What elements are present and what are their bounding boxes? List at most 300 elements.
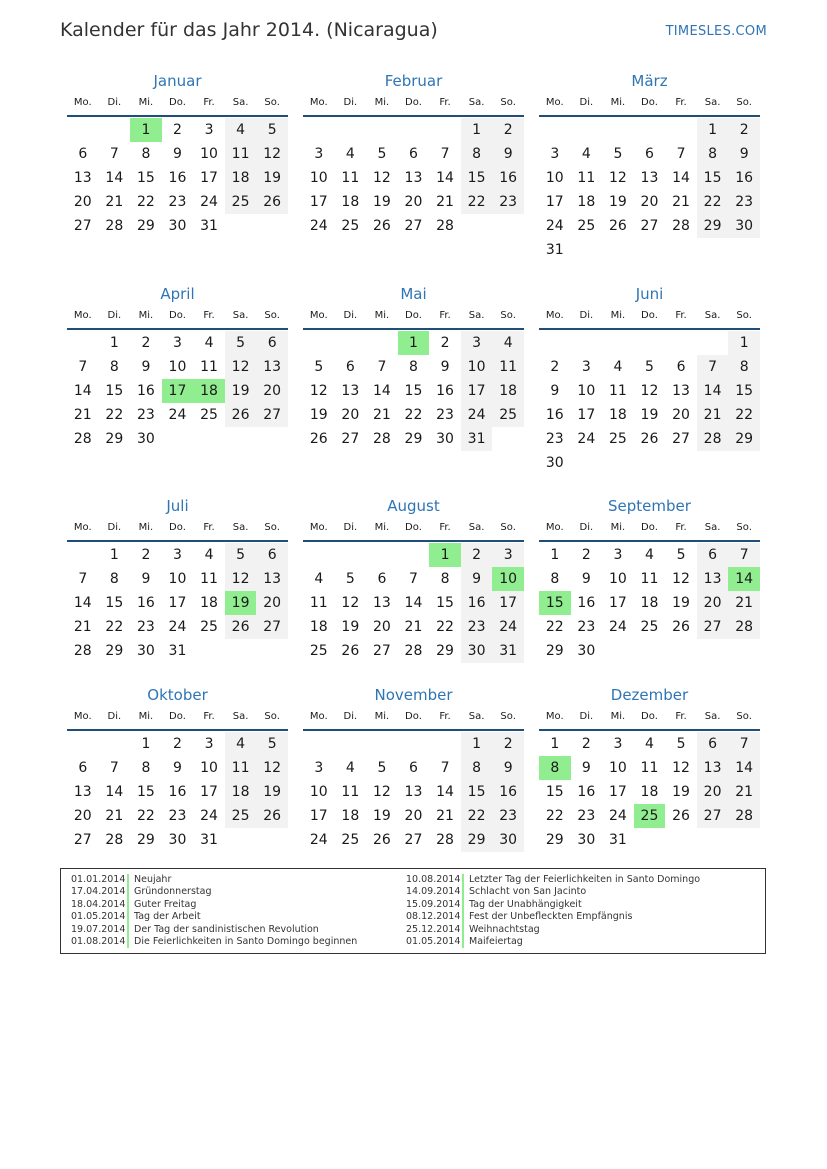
- day-cell: 18: [309, 619, 328, 635]
- day-cell: 14: [672, 170, 690, 186]
- day-cell: 6: [697, 732, 729, 756]
- weekday-label: Sa.: [468, 97, 485, 108]
- legend-date: 08.12.2014: [406, 911, 464, 923]
- day-cell: 27: [73, 218, 92, 234]
- day-cell: 7: [676, 146, 686, 162]
- day-cell: 15: [105, 383, 124, 399]
- day-cell: 7: [409, 571, 418, 587]
- day-cell: 22: [404, 407, 423, 423]
- day-cell: 11: [225, 142, 257, 166]
- day-cell: 1: [109, 335, 119, 351]
- month-name: Februar: [384, 72, 443, 90]
- weekday-header: [67, 304, 288, 330]
- day-cell: 8: [440, 571, 450, 587]
- empty-day-cell: [303, 331, 335, 355]
- month-märz: [539, 71, 760, 262]
- day-cell: 22: [697, 190, 729, 214]
- day-cell: 5: [314, 359, 324, 375]
- legend-holiday-name: Neujahr: [134, 874, 172, 885]
- empty-day-cell: [398, 118, 430, 142]
- month-name: März: [631, 72, 668, 90]
- month-september: [539, 496, 760, 663]
- day-cell: 2: [173, 122, 182, 138]
- day-cell: 4: [645, 736, 654, 752]
- weekday-label: Mo.: [309, 711, 328, 722]
- day-cell: 5: [256, 118, 288, 142]
- weekday-label: Fr.: [439, 522, 451, 533]
- day-cell: 5: [225, 543, 257, 567]
- legend-row: [71, 886, 357, 898]
- day-cell: 5: [645, 359, 654, 375]
- day-cell: 20: [404, 194, 423, 210]
- day-cell: 12: [372, 784, 391, 800]
- weekday-label: Do.: [169, 711, 186, 722]
- day-cell: 26: [256, 804, 288, 828]
- legend-holiday-name: Gründonnerstag: [134, 886, 212, 898]
- weekday-label: So.: [736, 711, 752, 722]
- day-cell: 22: [105, 407, 124, 423]
- day-cell: 5: [256, 732, 288, 756]
- day-cell: 25: [341, 218, 360, 234]
- holiday-day-cell: 17: [162, 379, 194, 403]
- day-cell: 18: [640, 784, 659, 800]
- legend-holiday-name: Letzter Tag der Feierlichkeiten in Santo Domingo: [469, 874, 701, 885]
- day-cell: 16: [461, 591, 493, 615]
- day-cell: 10: [461, 355, 493, 379]
- weekday-header: [539, 516, 760, 542]
- day-cell: 28: [697, 427, 729, 451]
- day-cell: 20: [73, 194, 92, 210]
- day-grid: [67, 731, 288, 852]
- legend-holiday-name: Weihnachtstag: [469, 923, 540, 935]
- day-cell: 16: [545, 407, 564, 423]
- day-cell: 11: [341, 784, 360, 800]
- day-cell: 20: [697, 591, 729, 615]
- legend-holiday-name: Maifeiertag: [469, 935, 523, 947]
- day-cell: 20: [640, 194, 659, 210]
- day-cell: 15: [545, 784, 564, 800]
- day-cell: 13: [404, 784, 423, 800]
- weekday-label: Sa.: [468, 711, 485, 722]
- legend-date: 17.04.2014: [71, 886, 129, 898]
- legend-holiday-name: Der Tag der sandinistischen Revolution: [134, 923, 319, 935]
- day-cell: 2: [440, 335, 450, 351]
- day-cell: 3: [173, 335, 182, 351]
- legend-row: [406, 924, 700, 936]
- day-cell: 30: [461, 639, 493, 663]
- day-cell: 19: [341, 619, 360, 635]
- weekday-label: Mo.: [309, 97, 328, 108]
- day-grid: [539, 117, 760, 262]
- empty-day-cell: [67, 732, 99, 756]
- month-mai: [303, 284, 524, 451]
- day-cell: 15: [461, 166, 493, 190]
- day-cell: 23: [436, 407, 454, 423]
- day-cell: 4: [613, 359, 623, 375]
- empty-day-cell: [67, 118, 99, 142]
- day-cell: 10: [608, 760, 627, 776]
- day-cell: 23: [577, 808, 596, 824]
- day-cell: 9: [461, 567, 493, 591]
- day-cell: 21: [105, 194, 124, 210]
- empty-day-cell: [303, 118, 335, 142]
- day-cell: 7: [78, 359, 88, 375]
- day-cell: 17: [200, 170, 218, 186]
- day-cell: 27: [404, 832, 423, 848]
- empty-day-cell: [398, 732, 430, 756]
- day-cell: 4: [345, 146, 355, 162]
- day-cell: 1: [697, 118, 729, 142]
- day-cell: 15: [136, 170, 155, 186]
- empty-day-cell: [634, 331, 666, 355]
- day-cell: 11: [200, 571, 218, 587]
- day-cell: 29: [545, 643, 564, 659]
- day-cell: 9: [173, 760, 182, 776]
- day-cell: 25: [225, 804, 257, 828]
- empty-day-cell: [697, 331, 729, 355]
- day-cell: 25: [492, 403, 524, 427]
- weekday-label: Fr.: [439, 310, 451, 321]
- day-cell: 11: [640, 571, 659, 587]
- day-cell: 1: [109, 547, 119, 563]
- day-cell: 12: [225, 355, 257, 379]
- day-cell: 16: [577, 595, 596, 611]
- day-cell: 7: [377, 359, 387, 375]
- weekday-label: Sa.: [468, 310, 485, 321]
- empty-day-cell: [602, 331, 634, 355]
- day-cell: 26: [672, 808, 690, 824]
- weekday-header: [539, 91, 760, 117]
- weekday-label: Mi.: [374, 711, 390, 722]
- day-cell: 28: [105, 832, 124, 848]
- weekday-label: Sa.: [232, 522, 249, 533]
- day-cell: 15: [105, 595, 124, 611]
- day-cell: 16: [728, 166, 760, 190]
- month-name: Juni: [635, 285, 664, 303]
- day-cell: 11: [309, 595, 328, 611]
- day-cell: 8: [550, 571, 560, 587]
- legend-row: [71, 874, 357, 886]
- legend-holiday-name: Guter Freitag: [134, 898, 197, 910]
- weekday-label: Mi.: [374, 310, 390, 321]
- day-cell: 2: [461, 543, 493, 567]
- weekday-label: Mo.: [545, 310, 564, 321]
- day-cell: 9: [550, 383, 560, 399]
- day-cell: 26: [225, 403, 257, 427]
- day-cell: 9: [141, 571, 151, 587]
- holiday-day-cell: 15: [539, 591, 571, 615]
- empty-day-cell: [67, 331, 99, 355]
- day-cell: 9: [581, 571, 591, 587]
- weekday-label: Di.: [107, 97, 122, 108]
- weekday-label: Mi.: [138, 522, 154, 533]
- weekday-label: So.: [500, 97, 516, 108]
- holiday-day-cell: 1: [130, 118, 162, 142]
- day-cell: 22: [461, 804, 493, 828]
- weekday-label: So.: [736, 310, 752, 321]
- month-name: Januar: [153, 72, 202, 90]
- day-cell: 11: [492, 355, 524, 379]
- day-cell: 9: [492, 142, 524, 166]
- day-cell: 28: [672, 218, 690, 234]
- day-grid: [539, 330, 760, 475]
- day-cell: 16: [136, 383, 155, 399]
- month-oktober: [67, 685, 288, 852]
- legend-holiday-name: Fest der Unbefleckten Empfängnis: [469, 911, 633, 923]
- day-cell: 24: [200, 808, 218, 824]
- month-name: September: [608, 497, 691, 515]
- empty-day-cell: [665, 118, 697, 142]
- weekday-label: So.: [264, 310, 280, 321]
- day-cell: 8: [697, 142, 729, 166]
- day-cell: 19: [672, 595, 690, 611]
- day-cell: 6: [345, 359, 355, 375]
- day-cell: 13: [697, 567, 729, 591]
- weekday-label: Mi.: [610, 310, 626, 321]
- day-cell: 10: [200, 146, 218, 162]
- weekday-label: Di.: [579, 522, 594, 533]
- day-cell: 10: [577, 383, 596, 399]
- day-cell: 29: [404, 431, 423, 447]
- day-cell: 14: [105, 784, 124, 800]
- weekday-label: Mo.: [545, 711, 564, 722]
- day-cell: 21: [73, 407, 92, 423]
- day-cell: 25: [225, 190, 257, 214]
- day-cell: 14: [105, 170, 124, 186]
- weekday-label: Mi.: [138, 711, 154, 722]
- day-cell: 24: [545, 218, 564, 234]
- day-cell: 31: [608, 832, 627, 848]
- holiday-day-cell: 25: [634, 804, 666, 828]
- day-cell: 3: [613, 736, 623, 752]
- day-cell: 5: [377, 146, 387, 162]
- day-cell: 13: [73, 784, 92, 800]
- weekday-label: Di.: [343, 522, 358, 533]
- month-januar: [67, 71, 288, 238]
- day-cell: 3: [173, 547, 182, 563]
- day-cell: 26: [372, 832, 391, 848]
- day-cell: 30: [168, 218, 187, 234]
- weekday-label: Di.: [579, 711, 594, 722]
- day-cell: 18: [608, 407, 627, 423]
- day-cell: 13: [672, 383, 690, 399]
- day-cell: 26: [225, 615, 257, 639]
- day-cell: 13: [697, 756, 729, 780]
- weekday-label: So.: [736, 522, 752, 533]
- day-cell: 16: [136, 595, 155, 611]
- weekday-label: Di.: [579, 310, 594, 321]
- day-cell: 12: [672, 760, 690, 776]
- day-cell: 12: [256, 142, 288, 166]
- day-cell: 21: [697, 403, 729, 427]
- month-name: November: [374, 686, 453, 704]
- day-cell: 10: [309, 784, 328, 800]
- day-grid: [539, 542, 760, 663]
- day-cell: 17: [200, 784, 218, 800]
- day-cell: 17: [608, 595, 627, 611]
- legend-row: [406, 874, 700, 886]
- day-cell: 23: [577, 619, 596, 635]
- day-cell: 30: [136, 431, 155, 447]
- day-cell: 26: [608, 218, 627, 234]
- day-cell: 28: [372, 431, 391, 447]
- day-cell: 25: [341, 832, 360, 848]
- empty-day-cell: [398, 543, 430, 567]
- day-cell: 28: [105, 218, 124, 234]
- month-name: Mai: [400, 285, 427, 303]
- empty-day-cell: [366, 331, 398, 355]
- legend-date: 14.09.2014: [406, 886, 464, 898]
- day-cell: 31: [461, 427, 493, 451]
- day-cell: 8: [141, 760, 151, 776]
- day-cell: 16: [168, 170, 187, 186]
- day-cell: 11: [577, 170, 596, 186]
- day-cell: 6: [78, 760, 88, 776]
- day-cell: 22: [136, 808, 155, 824]
- day-cell: 13: [640, 170, 659, 186]
- day-cell: 16: [436, 383, 454, 399]
- day-cell: 4: [645, 547, 654, 563]
- day-cell: 12: [672, 571, 690, 587]
- weekday-label: So.: [500, 310, 516, 321]
- day-cell: 17: [168, 595, 187, 611]
- weekday-label: Fr.: [439, 711, 451, 722]
- day-cell: 14: [404, 595, 423, 611]
- day-cell: 22: [545, 808, 564, 824]
- day-cell: 14: [73, 595, 92, 611]
- day-cell: 14: [73, 383, 92, 399]
- day-cell: 19: [225, 379, 257, 403]
- empty-day-cell: [571, 118, 603, 142]
- day-grid: [67, 117, 288, 238]
- legend-row: [406, 911, 700, 923]
- day-cell: 8: [728, 355, 760, 379]
- weekday-header: [539, 304, 760, 330]
- day-cell: 5: [345, 571, 355, 587]
- day-cell: 3: [550, 146, 560, 162]
- empty-day-cell: [539, 331, 571, 355]
- day-cell: 25: [309, 643, 328, 659]
- day-grid: [303, 330, 524, 451]
- day-cell: 6: [256, 331, 288, 355]
- legend-date: 25.12.2014: [406, 924, 464, 936]
- day-grid: [303, 731, 524, 852]
- legend-date: 01.05.2014: [71, 911, 129, 923]
- day-cell: 8: [109, 359, 119, 375]
- day-cell: 29: [105, 643, 124, 659]
- day-cell: 6: [409, 760, 418, 776]
- day-cell: 9: [173, 146, 182, 162]
- day-cell: 28: [73, 643, 92, 659]
- day-cell: 21: [436, 194, 454, 210]
- day-cell: 29: [136, 218, 155, 234]
- day-cell: 21: [372, 407, 391, 423]
- day-cell: 16: [577, 784, 596, 800]
- empty-day-cell: [303, 543, 335, 567]
- day-cell: 7: [697, 355, 729, 379]
- weekday-label: Sa.: [704, 522, 721, 533]
- day-cell: 23: [136, 619, 155, 635]
- day-cell: 16: [168, 784, 187, 800]
- day-cell: 9: [440, 359, 450, 375]
- day-cell: 18: [341, 194, 360, 210]
- day-cell: 21: [672, 194, 690, 210]
- day-cell: 4: [204, 335, 214, 351]
- month-august: [303, 496, 524, 663]
- day-cell: 1: [141, 736, 151, 752]
- day-cell: 13: [404, 170, 423, 186]
- weekday-label: Di.: [343, 97, 358, 108]
- day-cell: 30: [545, 455, 564, 471]
- day-cell: 17: [545, 194, 564, 210]
- day-cell: 26: [640, 431, 659, 447]
- weekday-label: Do.: [169, 310, 186, 321]
- day-cell: 12: [225, 567, 257, 591]
- weekday-label: Do.: [169, 522, 186, 533]
- holiday-legend-left: [71, 874, 357, 948]
- weekday-label: Mo.: [73, 711, 92, 722]
- day-cell: 27: [672, 431, 690, 447]
- weekday-label: Fr.: [203, 310, 215, 321]
- weekday-label: Mo.: [73, 97, 92, 108]
- day-cell: 17: [461, 379, 493, 403]
- holiday-legend: [60, 868, 766, 954]
- day-cell: 21: [728, 780, 760, 804]
- day-cell: 2: [492, 118, 524, 142]
- day-cell: 11: [200, 359, 218, 375]
- weekday-label: Di.: [343, 711, 358, 722]
- weekday-label: Sa.: [704, 97, 721, 108]
- day-cell: 5: [613, 146, 623, 162]
- legend-date: 10.08.2014: [406, 874, 464, 886]
- day-cell: 15: [136, 784, 155, 800]
- day-cell: 7: [109, 146, 119, 162]
- day-cell: 17: [608, 784, 627, 800]
- day-cell: 2: [728, 118, 760, 142]
- day-cell: 25: [640, 619, 659, 635]
- legend-holiday-name: Die Feierlichkeiten in Santo Domingo beginnen: [134, 935, 358, 947]
- empty-day-cell: [335, 543, 367, 567]
- day-cell: 29: [545, 832, 564, 848]
- weekday-label: Mi.: [610, 711, 626, 722]
- day-cell: 3: [581, 359, 591, 375]
- day-cell: 21: [105, 808, 124, 824]
- day-cell: 29: [136, 832, 155, 848]
- day-cell: 5: [225, 331, 257, 355]
- day-cell: 11: [640, 760, 659, 776]
- day-cell: 24: [608, 808, 627, 824]
- day-cell: 29: [105, 431, 124, 447]
- empty-day-cell: [335, 118, 367, 142]
- legend-row: [71, 899, 357, 911]
- day-cell: 24: [608, 619, 627, 635]
- day-cell: 19: [256, 166, 288, 190]
- empty-day-cell: [429, 732, 461, 756]
- brand-logo-text[interactable]: TIMESLES.COM: [665, 24, 767, 39]
- weekday-label: Do.: [169, 97, 186, 108]
- day-cell: 4: [492, 331, 524, 355]
- day-cell: 27: [256, 615, 288, 639]
- month-dezember: [539, 685, 760, 852]
- month-name: Oktober: [147, 686, 208, 704]
- day-cell: 8: [461, 756, 493, 780]
- weekday-header: [303, 516, 524, 542]
- day-cell: 13: [256, 567, 288, 591]
- day-cell: 24: [200, 194, 218, 210]
- weekday-header: [539, 705, 760, 731]
- day-cell: 14: [436, 170, 454, 186]
- day-cell: 19: [640, 407, 659, 423]
